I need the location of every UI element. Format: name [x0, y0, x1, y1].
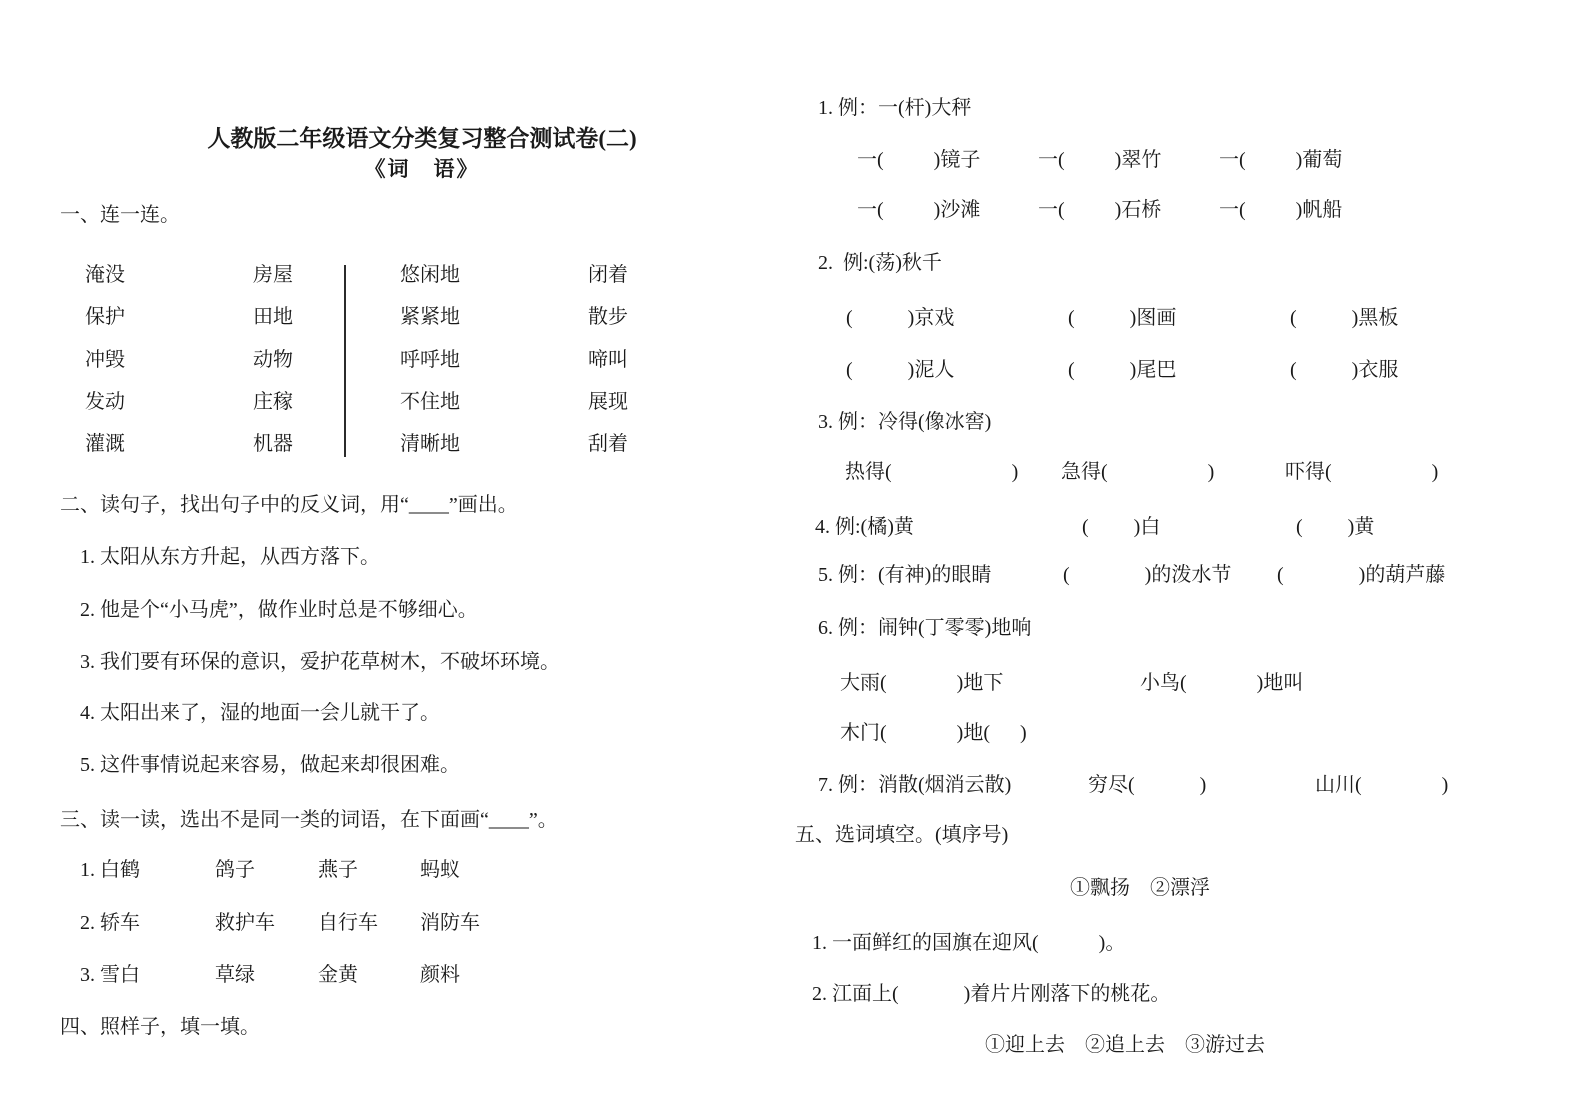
match-word: 刮着	[588, 433, 628, 455]
word-cell: 蚂蚁	[420, 859, 460, 881]
match-word: 冲毁	[85, 349, 125, 371]
fill-blank-row	[840, 720, 1027, 746]
sentence-item: 2. 他是个“小马虎”，做作业时总是不够细心。	[80, 599, 478, 621]
fill-blank-cell: ( )的泼水节	[1063, 564, 1232, 586]
fill-blank-cell: 一( )翠竹	[1038, 149, 1162, 171]
fill-blank-cell: 大雨( )地下	[840, 672, 1004, 694]
fill-blank-cell: 一( )镜子	[857, 149, 981, 171]
word-cell: 金黄	[318, 964, 358, 986]
example-line: 6. 例：闹钟(丁零零)地响	[818, 617, 1032, 639]
fill-blank-cell: 木门( )地( )	[840, 722, 1027, 744]
match-word: 灌溉	[85, 433, 125, 455]
example-cell: 4. 例:(橘)黄	[815, 516, 914, 538]
fill-blank-cell: ( )京戏	[846, 307, 955, 329]
fill-blank-row	[846, 305, 1398, 331]
fill-blank-cell: 吓得( )	[1285, 461, 1439, 483]
word-cell: 3. 雪白	[80, 964, 140, 986]
word-cell: 2. 轿车	[80, 912, 140, 934]
section-5-heading: 五、选词填空。(填序号)	[795, 824, 1009, 846]
sentence-item: 3. 我们要有环保的意识，爱护花草树木，不破坏环境。	[80, 651, 560, 673]
fill-blank-row	[818, 562, 1445, 588]
example-line: 3. 例：冷得(像冰窖)	[818, 411, 992, 433]
word-cell: 草绿	[215, 964, 255, 986]
fill-blank-cell: 小鸟( )地叫	[1140, 672, 1304, 694]
match-word: 呼呼地	[400, 349, 460, 371]
fill-blank-row	[815, 514, 1374, 540]
section-4-heading: 四、照样子，填一填。	[60, 1016, 260, 1038]
match-row	[85, 304, 628, 330]
fill-blank-cell: 穷尽( )	[1088, 774, 1207, 796]
fill-blank-cell: ( )黄	[1296, 516, 1375, 538]
match-word: 田地	[253, 306, 293, 328]
match-word: 动物	[253, 349, 293, 371]
fill-blank-cell: ( )的葫芦藤	[1277, 564, 1446, 586]
match-row	[85, 431, 628, 457]
section-2-heading: 二、读句子，找出句子中的反义词，用“____”画出。	[60, 494, 518, 516]
match-word: 淹没	[85, 264, 125, 286]
word-cell: 救护车	[215, 912, 275, 934]
fill-blank-cell: ( )尾巴	[1068, 359, 1177, 381]
match-word: 保护	[85, 306, 125, 328]
fill-blank-row	[857, 197, 1342, 223]
fill-blank-row	[846, 357, 1398, 383]
word-cell: 1. 白鹤	[80, 859, 140, 881]
word-cell: 鸽子	[215, 859, 255, 881]
fill-blank-cell: ( )图画	[1068, 307, 1177, 329]
word-row	[80, 910, 480, 936]
match-word: 闭着	[588, 264, 628, 286]
word-row	[80, 857, 460, 883]
fill-blank-cell: ( )黑板	[1290, 307, 1399, 329]
example-line: 2. 例:(荡)秋千	[818, 252, 942, 274]
exam-subtitle: 《词 语》	[364, 157, 480, 181]
fill-blank-cell: 热得( )	[845, 461, 1019, 483]
options-line: ①飘扬 ②漂浮	[1070, 877, 1210, 899]
example-cell: 7. 例：消散(烟消云散)	[818, 774, 1012, 796]
question-line: 1. 一面鲜红的国旗在迎风( )。	[812, 932, 1126, 954]
fill-blank-cell: ( )泥人	[846, 359, 955, 381]
fill-blank-row	[818, 772, 1448, 798]
match-divider-line	[344, 265, 346, 457]
fill-blank-cell: 一( )帆船	[1219, 199, 1343, 221]
fill-blank-cell: 一( )石桥	[1038, 199, 1162, 221]
options-line: ①迎上去 ②追上去 ③游过去	[985, 1034, 1265, 1056]
match-word: 庄稼	[253, 391, 293, 413]
fill-blank-row	[840, 670, 1303, 696]
match-word: 房屋	[253, 264, 293, 286]
match-word: 发动	[85, 391, 125, 413]
fill-blank-cell: 一( )沙滩	[857, 199, 981, 221]
exam-title: 人教版二年级语文分类复习整合测试卷(二)	[207, 126, 637, 151]
sentence-item: 4. 太阳出来了，湿的地面一会儿就干了。	[80, 702, 440, 724]
fill-blank-row	[857, 147, 1342, 173]
question-line: 2. 江面上( )着片片刚落下的桃花。	[812, 983, 1171, 1005]
fill-blank-cell: 急得( )	[1061, 461, 1215, 483]
fill-blank-cell: ( )衣服	[1290, 359, 1399, 381]
match-word: 悠闲地	[400, 264, 460, 286]
word-cell: 颜料	[420, 964, 460, 986]
match-word: 展现	[588, 391, 628, 413]
fill-blank-cell: ( )白	[1082, 516, 1161, 538]
fill-blank-cell: 山川( )	[1315, 774, 1449, 796]
fill-blank-row	[845, 459, 1438, 485]
section-3-heading: 三、读一读，选出不是同一类的词语，在下面画“____”。	[60, 809, 558, 831]
section-1-heading: 一、连一连。	[60, 204, 180, 226]
example-line: 1. 例：一(杆)大秤	[818, 97, 972, 119]
word-cell: 消防车	[420, 912, 480, 934]
sentence-item: 5. 这件事情说起来容易，做起来却很困难。	[80, 754, 460, 776]
match-word: 紧紧地	[400, 306, 460, 328]
example-cell: 5. 例：(有神)的眼睛	[818, 564, 992, 586]
fill-blank-cell: 一( )葡萄	[1219, 149, 1343, 171]
word-row	[80, 962, 460, 988]
match-word: 清晰地	[400, 433, 460, 455]
match-row	[85, 389, 628, 415]
match-word: 啼叫	[588, 349, 628, 371]
sentence-item: 1. 太阳从东方升起，从西方落下。	[80, 546, 380, 568]
word-cell: 燕子	[318, 859, 358, 881]
match-word: 不住地	[400, 391, 460, 413]
match-word: 散步	[588, 306, 628, 328]
match-word: 机器	[253, 433, 293, 455]
word-cell: 自行车	[318, 912, 378, 934]
match-row	[85, 347, 628, 373]
match-row	[85, 262, 628, 288]
